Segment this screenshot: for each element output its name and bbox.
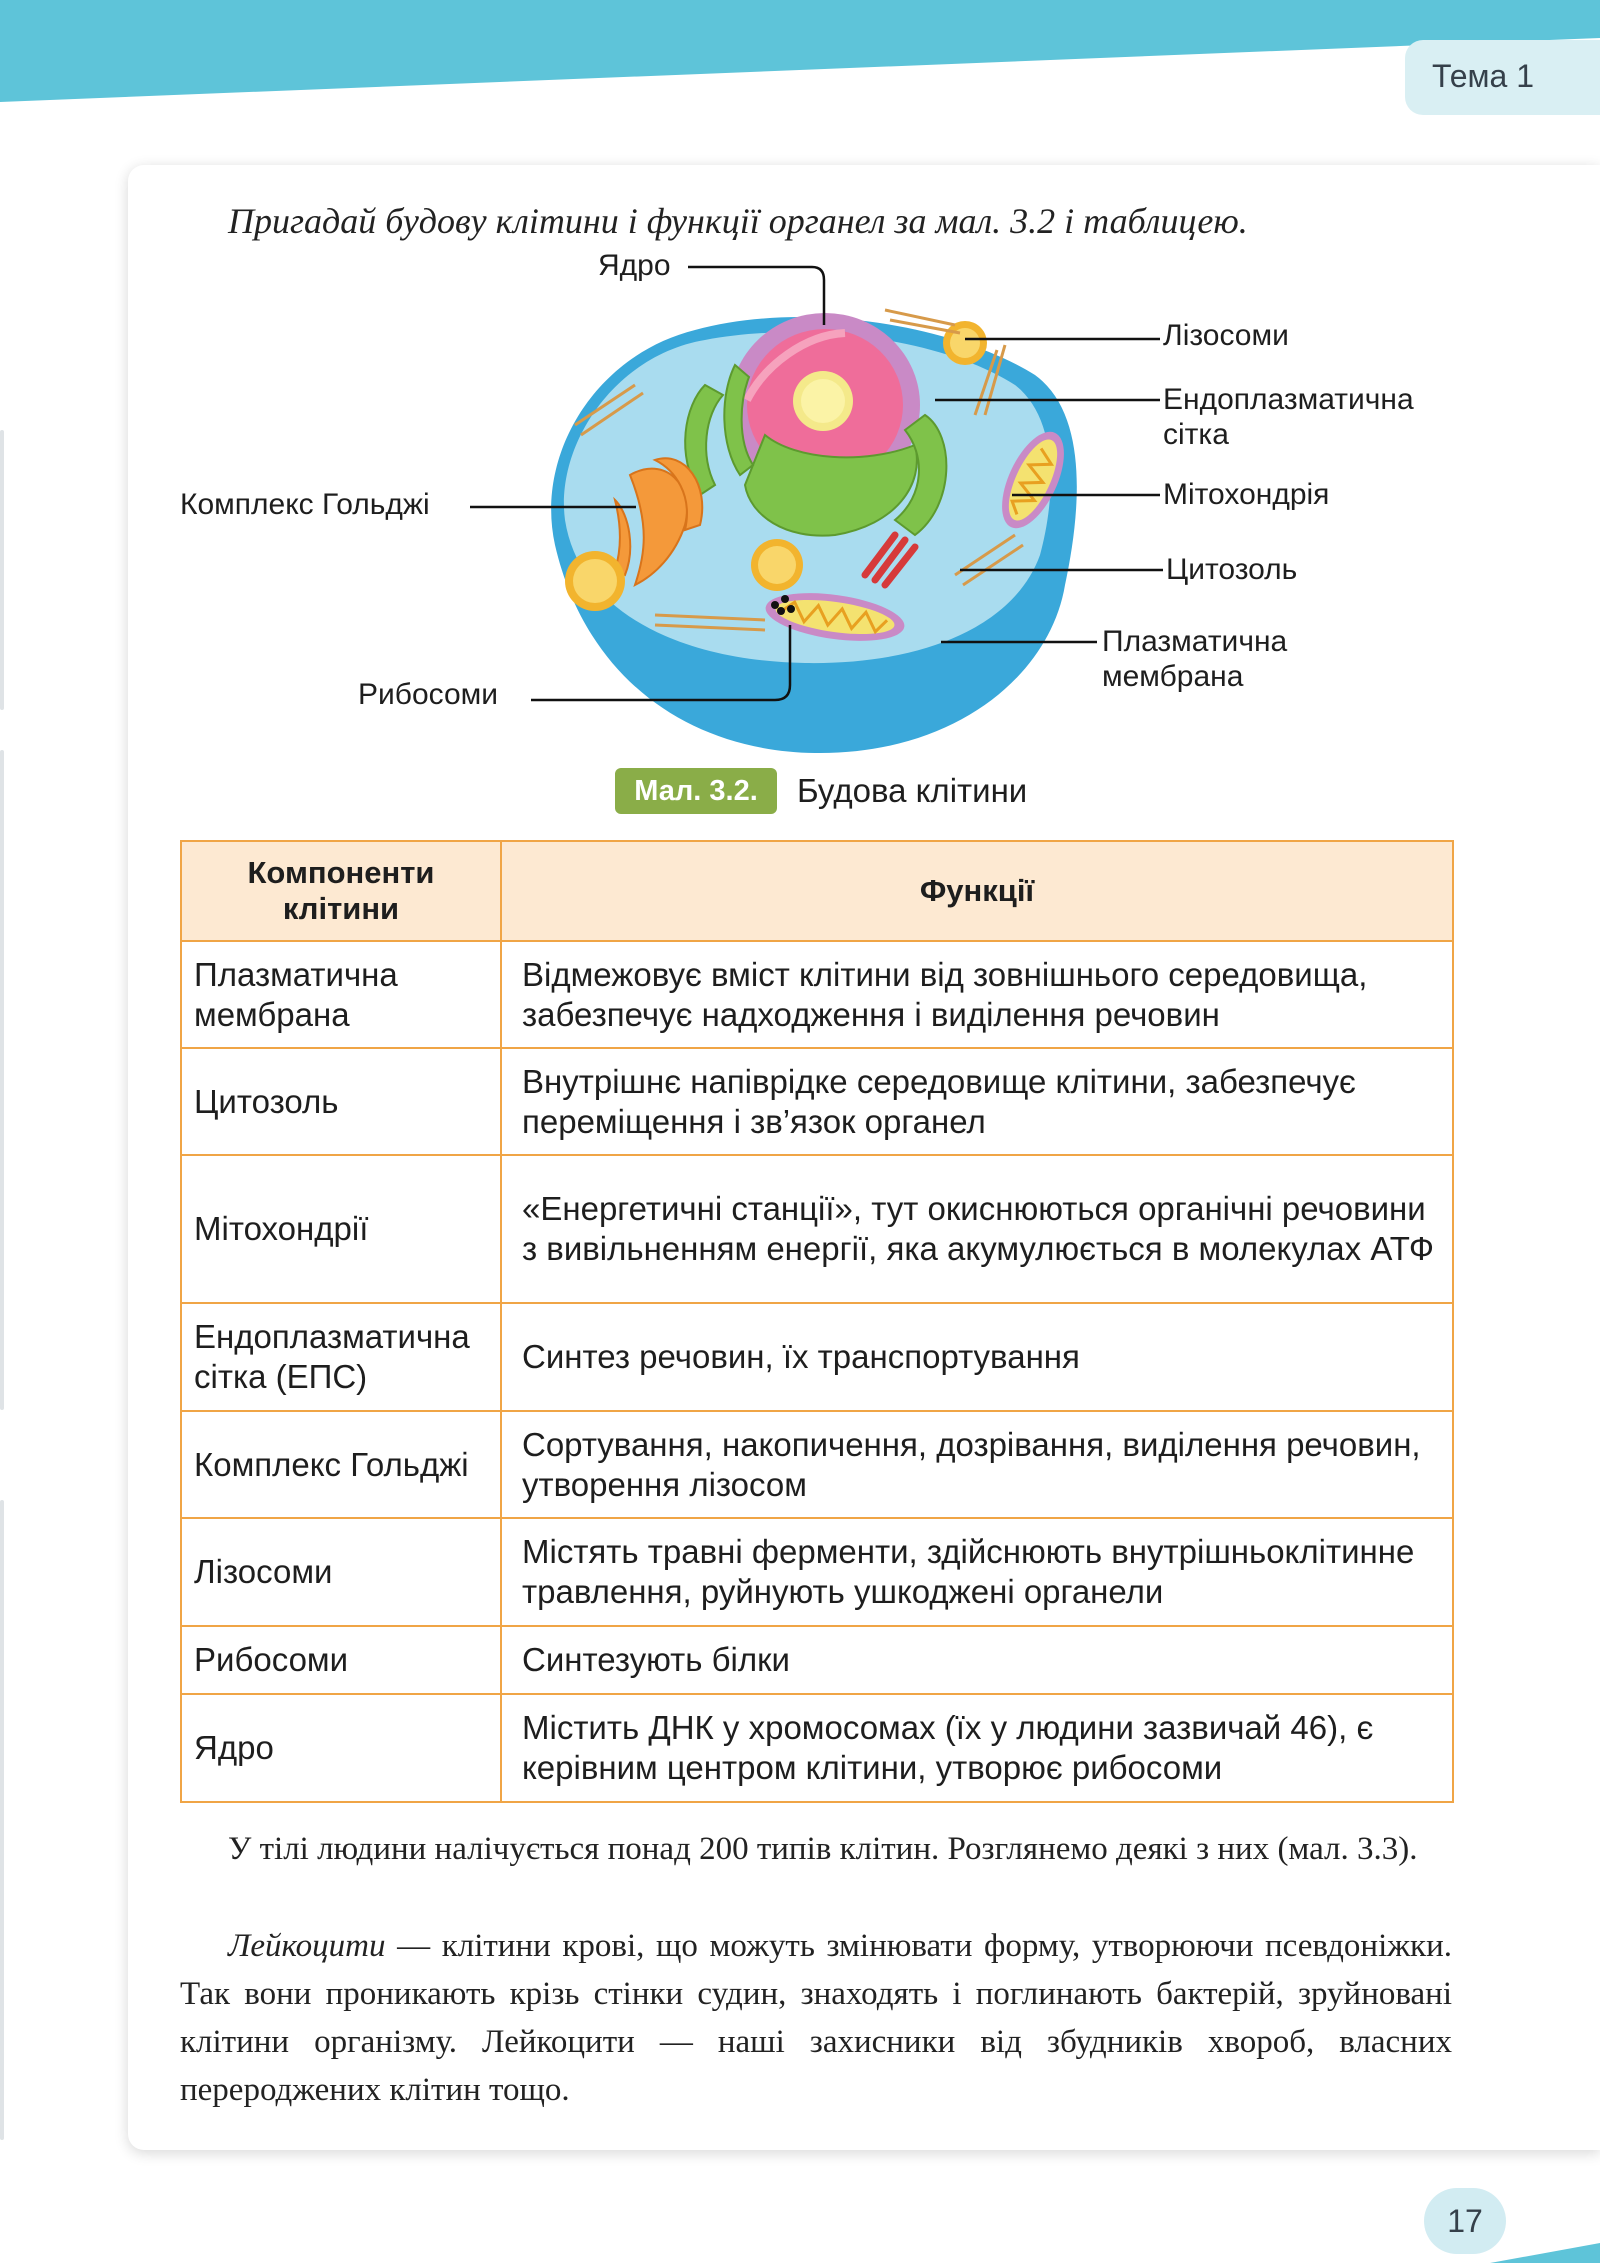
component-cell: Цитозоль	[181, 1048, 501, 1155]
label-ribosomes: Рибосоми	[358, 678, 499, 711]
intro-text: Пригадай будову клітини і функції органел за мал. 3.2 і таблицею.	[228, 201, 1248, 241]
function-cell: Синтезують білки	[501, 1626, 1453, 1694]
component-cell: Рибосоми	[181, 1626, 501, 1694]
theme-label: Тема 1	[1432, 58, 1535, 94]
term-leukocytes: Лейкоцити	[228, 1928, 386, 1964]
paragraph-leukocytes-text: — клітини крові, що можуть змінювати форму, утворюючи псевдоніжки. Так вони проникають крізь стінки судин, знаходять і поглинають бактерій, зруйновані клітини організму. Лейкоцити — наші захисники від збудників хвороб, власних перероджених клітин тощо.	[180, 1928, 1452, 2108]
function-cell: Сортування, накопичення, дозрівання, виділення речовин, утворення лізосом	[501, 1411, 1453, 1518]
label-mitochondrion: Мітохондрія	[1163, 478, 1330, 511]
label-membrane-line1: Плазматична	[1102, 625, 1288, 658]
paragraph-cell-types-text: У тілі людини налічується понад 200 типів клітин. Розглянемо деякі з них (мал. 3.3).	[228, 1831, 1418, 1867]
component-cell: Плазматична мембрана	[181, 941, 501, 1048]
function-cell: Синтез речовин, їх транспортування	[501, 1303, 1453, 1411]
figure-caption: Будова клітини	[797, 772, 1028, 809]
component-cell: Лізосоми	[181, 1518, 501, 1626]
label-golgi: Комплекс Гольджі	[180, 488, 430, 521]
function-cell: Відмежовує вміст клітини від зовнішнього середовища, забезпечує надходження і виділення речовин	[501, 941, 1453, 1048]
function-cell: Містять травні ферменти, здійснюють внутрішньоклітинне травлення, руйнують ушкоджені органели	[501, 1518, 1453, 1626]
header-functions: Функції	[501, 841, 1453, 941]
component-cell: Ендоплазматична сітка (ЕПС)	[181, 1303, 501, 1411]
label-membrane-line2: мембрана	[1102, 660, 1244, 693]
function-cell: «Енергетичні станції», тут окиснюються органічні речовини з вивільненням енергії, яка акумулюється в молекулах АТФ	[501, 1155, 1453, 1303]
label-cytosol: Цитозоль	[1166, 553, 1298, 586]
label-nucleus: Ядро	[598, 249, 671, 282]
function-cell: Внутрішнє напіврідке середовище клітини, забезпечує переміщення і зв’язок органел	[501, 1048, 1453, 1155]
label-er-line2: сітка	[1163, 418, 1229, 451]
header-components: Компоненти клітини	[181, 841, 501, 941]
component-cell: Комплекс Гольджі	[181, 1411, 501, 1518]
component-cell: Мітохондрії	[181, 1155, 501, 1303]
component-cell: Ядро	[181, 1694, 501, 1802]
figure-badge: Мал. 3.2.	[615, 768, 777, 814]
label-lysosomes: Лізосоми	[1163, 319, 1289, 352]
page-number: 17	[1447, 2203, 1483, 2239]
function-cell: Містить ДНК у хромосомах (їх у людини зазвичай 46), є керівним центром клітини, утворює рибосоми	[501, 1694, 1453, 1802]
label-er-line1: Ендоплазматична	[1163, 383, 1414, 416]
